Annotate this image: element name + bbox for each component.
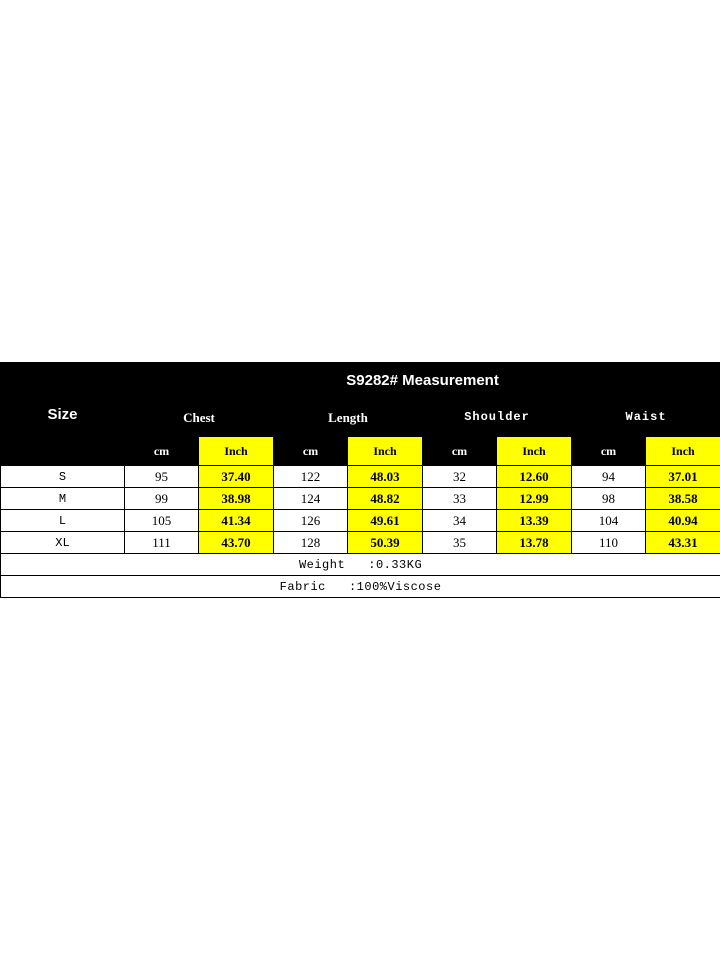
chest-cm-cell: 105	[125, 510, 199, 532]
shoulder-inch-cell: 13.78	[497, 532, 572, 554]
unit-cm-chest: cm	[125, 437, 199, 466]
waist-inch-cell: 40.94	[646, 510, 720, 532]
table-row	[1, 488, 720, 510]
size-cell: S	[1, 466, 125, 488]
size-cell: L	[1, 510, 125, 532]
table-title: S9282# Measurement	[125, 363, 720, 398]
chest-inch-cell: 43.70	[199, 532, 274, 554]
waist-cm-cell: 110	[572, 532, 646, 554]
unit-inch-length: Inch	[348, 437, 423, 466]
chest-cm-cell: 99	[125, 488, 199, 510]
table-row	[1, 466, 720, 488]
waist-inch-cell: 43.31	[646, 532, 720, 554]
unit-cm-waist: cm	[572, 437, 646, 466]
waist-inch-cell: 38.58	[646, 488, 720, 510]
size-chart	[0, 362, 720, 598]
size-cell: M	[1, 488, 125, 510]
size-table	[0, 362, 720, 598]
group-header-length: Length	[274, 398, 423, 437]
length-inch-cell: 48.03	[348, 466, 423, 488]
chest-inch-cell: 37.40	[199, 466, 274, 488]
group-header-waist: Waist	[572, 398, 720, 437]
group-header-chest: Chest	[125, 398, 274, 437]
shoulder-cm-cell: 35	[423, 532, 497, 554]
length-cm-cell: 128	[274, 532, 348, 554]
length-inch-cell: 49.61	[348, 510, 423, 532]
unit-cm-shoulder: cm	[423, 437, 497, 466]
chest-inch-cell: 38.98	[199, 488, 274, 510]
unit-inch-chest: Inch	[199, 437, 274, 466]
length-cm-cell: 122	[274, 466, 348, 488]
table-row	[1, 510, 720, 532]
chest-cm-cell: 95	[125, 466, 199, 488]
length-inch-cell: 50.39	[348, 532, 423, 554]
shoulder-inch-cell: 12.99	[497, 488, 572, 510]
size-header: Size	[1, 363, 125, 466]
fabric-row: Fabric :100%Viscose	[1, 576, 720, 598]
length-cm-cell: 124	[274, 488, 348, 510]
unit-inch-waist: Inch	[646, 437, 720, 466]
chest-inch-cell: 41.34	[199, 510, 274, 532]
weight-row: Weight :0.33KG	[1, 554, 720, 576]
shoulder-inch-cell: 13.39	[497, 510, 572, 532]
group-header-shoulder: Shoulder	[423, 398, 572, 437]
shoulder-cm-cell: 33	[423, 488, 497, 510]
waist-cm-cell: 94	[572, 466, 646, 488]
size-cell: XL	[1, 532, 125, 554]
table-row	[1, 532, 720, 554]
chest-cm-cell: 111	[125, 532, 199, 554]
length-cm-cell: 126	[274, 510, 348, 532]
unit-inch-shoulder: Inch	[497, 437, 572, 466]
unit-cm-length: cm	[274, 437, 348, 466]
length-inch-cell: 48.82	[348, 488, 423, 510]
waist-inch-cell: 37.01	[646, 466, 720, 488]
shoulder-cm-cell: 34	[423, 510, 497, 532]
shoulder-inch-cell: 12.60	[497, 466, 572, 488]
shoulder-cm-cell: 32	[423, 466, 497, 488]
waist-cm-cell: 104	[572, 510, 646, 532]
waist-cm-cell: 98	[572, 488, 646, 510]
